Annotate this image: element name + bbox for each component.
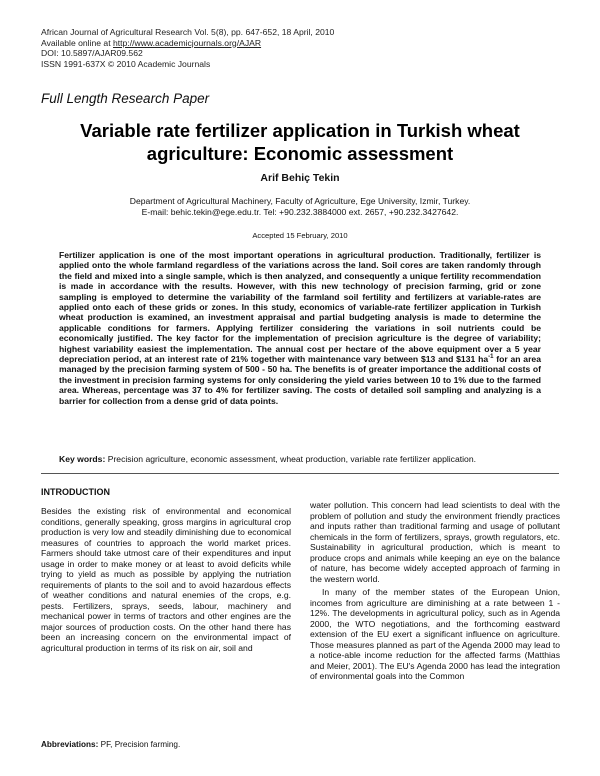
affiliation: Department of Agricultural Machinery, Faculty of Agriculture, Ege University, Izmir, Turkey. xyxy=(129,196,471,206)
issn-line: ISSN 1991-637X © 2010 Academic Journals xyxy=(41,58,211,69)
abbreviations-footnote xyxy=(41,740,180,749)
keywords-label: Key words: xyxy=(59,454,106,464)
abbreviations-label: Abbreviations: xyxy=(41,740,99,749)
availability-line xyxy=(41,38,334,49)
abstract-text-1: Fertilizer application is one of the most important operations in agricultural production. Traditionally, fertilizer is applied onto the whole farmland regardless of the variations across the land. Soil cores are taken randomly through the field and mixed into a single sample, which is then analyzed, and consequently a unique fertility recommendation is made in accordance with the results. However, with this new technology of precision farming, grid or zone sampling is employed to determine the variability of the farmland soil fertility and fertilizers at variable-rates are applied onto each of these grids or zones. In this study, economics of variable-rate fertilizer application in Turkish wheat production is examined, an investment appraisal and partial budgeting analysis is made to determine the applicable conditions for farmers. Applying fertilizer considering the variations in soil nutrients could be economically justified. The key factor for the implementation of precision agriculture is the degree of variability; highest variability easiest the implementation. The annual cost per hectare of the above equipment over a 5 year depreciation period, at an interest rate of 21% together with maintenance vary between $13 and $131 ha xyxy=(59,250,541,365)
intro-paragraph: water pollution. This concern had lead scientists to deal with the problem of pollution and study the environment friendly practices and inputs rather than traditional farming and usage of pollutant chemicals in the form of fertilizers, sprays, growth regulators, etc. Sustainability in agricultural production, which is meant to produce crops and animals while keeping an eye on the balance of nature, has become widely accepted approach of farming in the western world. xyxy=(310,500,560,584)
abstract-superscript: -1 xyxy=(488,354,494,361)
abstract xyxy=(59,250,541,406)
author-name: Arif Behiç Tekin xyxy=(260,172,340,184)
intro-column-right xyxy=(310,500,560,685)
paper-type: Full Length Research Paper xyxy=(41,91,210,106)
journal-citation: African Journal of Agricultural Research Vol. 5(8), pp. 647-652, 18 April, 2010 xyxy=(41,27,335,37)
contact-info: E-mail: behic.tekin@ege.edu.tr. Tel: +90.232.3884000 ext. 2657, +90.232.3427642. xyxy=(141,207,459,217)
section-divider xyxy=(41,473,559,474)
paper-title: Variable rate fertilizer application in Turkish wheat agriculture: Economic assessment xyxy=(80,120,520,164)
introduction-heading: INTRODUCTION xyxy=(41,487,110,497)
journal-link[interactable]: http://www.academicjournals.org/AJAR xyxy=(113,37,262,48)
availability-prefix: Available online at xyxy=(41,37,113,48)
intro-column-left xyxy=(41,506,291,656)
doi-line: DOI: 10.5897/AJAR09.562 xyxy=(41,48,143,59)
keywords xyxy=(59,454,541,465)
abstract-text-2: for an area managed by the precision farming system of 500 - 50 ha. The benefits is of greater importance the additional costs of the investment in precision farming systems for only considering the yield varies between 10 to 1% due to the farmed area. Whereas, percentage was 37 to 4% for fertilizer saving. The costs of detailed soil sampling and analyzing is a barrier for collection from a dense grid of data points. xyxy=(59,354,541,406)
journal-header xyxy=(41,27,334,69)
abbreviations-text: PF, Precision farming. xyxy=(98,740,181,749)
accepted-date: Accepted 15 February, 2010 xyxy=(252,231,348,240)
intro-paragraph: In many of the member states of the European Union, incomes from agriculture are diminishing at a rate between 1 - 12%. The developments in agricultural policy, such as in Agenda 2000, the WTO negotiations, and the forthcoming eastward extension of the EU exert a significant influence on agriculture. Those measures planned as part of the Agenda 2000 may lead to a notice-able income reduction for the affected farms (Matthias and Meier, 2001). The EU's Agenda 2000 has lead the integration of environmental goals into the Common xyxy=(310,587,560,681)
intro-paragraph: Besides the existing risk of environmental and economical conditions, generally speaking, gross margins in agricultural crop production is very low and steadily diminishing due to economical measures of countries to approach the world market prices. Farmers should take utmost care of their expenditures and input usage in order to make money or at least to avoid deficits while trying to yield as much as possible by applying the nutriation requirements of plants to the soil and to avoid hazardous effects of weather conditions and natural enemies of the crops, e.g. pests. Fertilizers, sprays, seeds, labour, machinery and mechanical power in terms of tractors and other engines are the major sources of production costs. On the other hand there has been an increasing concern on the environmental impact of agricultural production in terms of its risk on air, soil and xyxy=(41,506,291,653)
affiliation-block xyxy=(40,196,560,218)
keywords-text: Precision agriculture, economic assessment, wheat production, variable rate fertilizer application. xyxy=(105,454,476,464)
